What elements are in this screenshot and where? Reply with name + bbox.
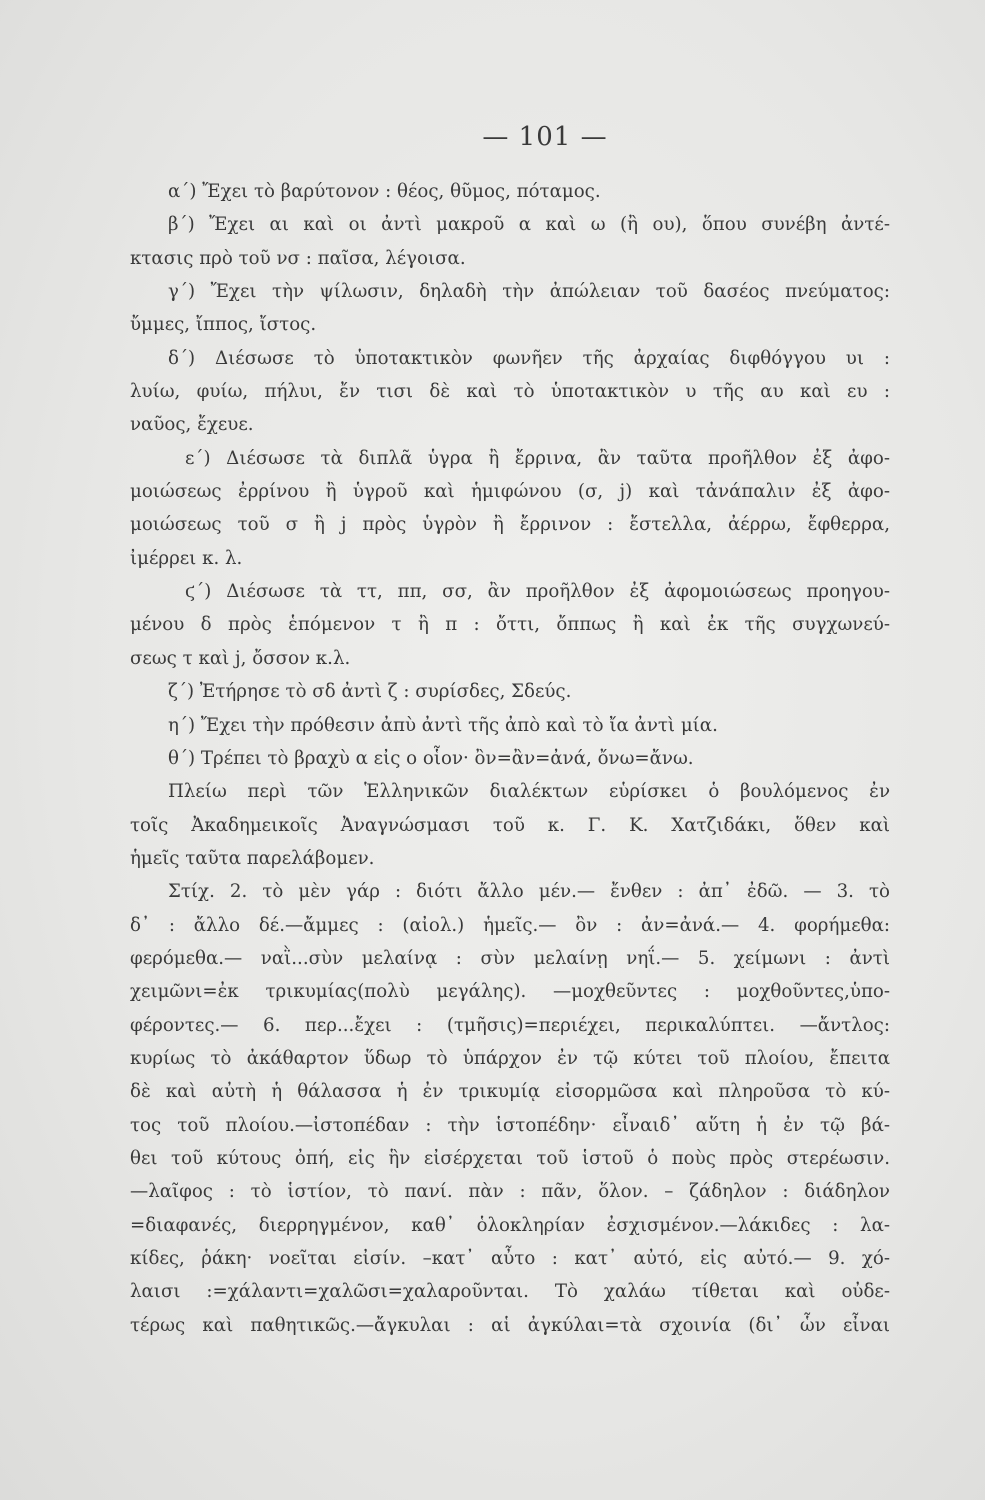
text-line: φερόμεθα.— ναῒ...σὺν μελαίνᾳ : σὺν μελαίνῃ νηΐ.— 5. χείμωνι : ἀντὶ bbox=[130, 947, 890, 969]
text-line: μένου δ πρὸς ἑπόμενον τ ἢ π : ὄττι, ὄππως ἢ καὶ ἐκ τῆς συγχωνεύ- bbox=[130, 614, 890, 636]
text-line: ὔμμες, ἴππος, ἴστος. bbox=[130, 314, 317, 336]
text-line: δὲ καὶ αὐτὴ ἡ θάλασσα ἡ ἐν τρικυμίᾳ εἰσορμῶσα καὶ πληροῦσα τὸ κύ- bbox=[130, 1081, 890, 1103]
text-line: β΄) Ἔχει αι καὶ οι ἀντὶ μακροῦ α καὶ ω (ἢ ου), ὅπου συνέβη ἀντέ- bbox=[168, 214, 890, 236]
text-line: μοιώσεως ἐρρίνου ἢ ὑγροῦ καὶ ἡμιφώνου (σ, j) καὶ τἀνάπαλιν ἐξ ἀφο- bbox=[130, 481, 890, 503]
text-line: ε΄) Διέσωσε τὰ διπλᾶ ὑγρα ἢ ἔρρινα, ἂν ταῦτα προῆλθον ἐξ ἀφο- bbox=[185, 447, 890, 469]
text-line: φέροντες.— 6. περ...ἔχει : (τμῆσις)=περιέχει, περικαλύπτει. —ἄντλος: bbox=[130, 1014, 890, 1036]
text-line: γ΄) Ἔχει τὴν ψίλωσιν, δηλαδὴ τὴν ἀπώλειαν τοῦ δασέος πνεύματος: bbox=[168, 281, 890, 303]
page-number: — 101 — bbox=[482, 122, 608, 152]
text-line: κίδες, ῥάκη· νοεῖται εἰσίν. –κατ᾽ αὖτο : κατ᾽ αὐτό, εἰς αὐτό.— 9. χό- bbox=[130, 1248, 890, 1269]
text-line: δ΄) Διέσωσε τὸ ὑποτακτικὸν φωνῆεν τῆς ἀρχαίας διφθόγγου υι : bbox=[168, 347, 890, 369]
text-line: λαισι :=χάλαντι=χαλῶσι=χαλαροῦνται. Τὸ χαλάω τίθεται καὶ οὐδε- bbox=[130, 1281, 890, 1303]
text-line: η΄) Ἔχει τὴν πρόθεσιν ἀπὺ ἀντὶ τῆς ἀπὸ καὶ τὸ ἴα ἀντὶ μία. bbox=[168, 714, 718, 736]
text-line: α΄) Ἔχει τὸ βαρύτονον : θέος, θῦμος, πόταμος. bbox=[168, 181, 601, 202]
text-line: τέρως καὶ παθητικῶς.—ἄγκυλαι : αἱ ἀγκύλαι=τὰ σχοινία (δι᾽ ὧν εἶναι bbox=[130, 1314, 890, 1336]
text-line: θει τοῦ κύτους ὀπή, εἰς ἣν εἰσέρχεται τοῦ ἱστοῦ ὁ ποὺς πρὸς στερέωσιν. bbox=[130, 1147, 890, 1169]
text-line: Πλείω περὶ τῶν Ἑλληνικῶν διαλέκτων εὑρίσκει ὁ βουλόμενος ἐν bbox=[168, 781, 890, 803]
text-line: δ᾽ : ἄλλο δέ.—ἄμμες : (αἰολ.) ἡμεῖς.— ὂν : ἀν=ἀνά.— 4. φορήμεθα: bbox=[130, 914, 890, 936]
text-line: =διαφανές, διερρηγμένον, καθ᾽ ὁλοκληρίαν ἐσχισμένον.—λάκιδες : λα- bbox=[130, 1214, 890, 1236]
text-line: χειμῶνι=ἐκ τρικυμίας(πολὺ μεγάλης). —μοχθεῦντες : μοχθοῦντες,ὑπο- bbox=[130, 981, 890, 1003]
text-line: κτασις πρὸ τοῦ νσ : παῖσα, λέγοισα. bbox=[130, 247, 466, 269]
text-line: σεως τ καὶ j, ὄσσον κ.λ. bbox=[130, 647, 351, 669]
text-line: ἰμέρρει κ. λ. bbox=[130, 547, 243, 569]
text-line: Στίχ. 2. τὸ μὲν γάρ : διότι ἄλλο μέν.— ἔνθεν : ἀπ᾽ ἐδῶ. — 3. τὸ bbox=[168, 881, 890, 903]
text-line: κυρίως τὸ ἀκάθαρτον ὕδωρ τὸ ὑπάρχον ἐν τῷ κύτει τοῦ πλοίου, ἔπειτα bbox=[130, 1047, 890, 1069]
text-line: τοῖς Ἀκαδημεικοῖς Ἀναγνώσμασι τοῦ κ. Γ. Κ. Χατζιδάκι, ὅθεν καὶ bbox=[130, 814, 890, 836]
text-line: ζ΄) Ἐτήρησε τὸ σδ ἀντὶ ζ : συρίσδες, Σδεύς. bbox=[168, 681, 572, 703]
text-line: ἡμεῖς ταῦτα παρελάβομεν. bbox=[130, 847, 375, 869]
text-line: —λαῖφος : τὸ ἱστίον, τὸ πανί. πὰν : πᾶν, ὅλον. – ζάδηλον : διάδηλον bbox=[130, 1181, 890, 1203]
text-line: θ΄) Τρέπει τὸ βραχὺ α εἰς ο οἷον· ὂν=ἂν=ἀνά, ὄνω=ἄνω. bbox=[168, 747, 694, 769]
text-line: ναῦος, ἔχευε. bbox=[130, 414, 254, 436]
body-text bbox=[130, 175, 890, 1342]
text-line: ϛ΄) Διέσωσε τὰ ττ, ππ, σσ, ἂν προῆλθον ἐξ ἀφομοιώσεως προηγου- bbox=[185, 581, 890, 603]
text-line: τος τοῦ πλοίου.—ἰστοπέδαν : τὴν ἱστοπέδην· εἶναιδ᾽ αὕτη ἡ ἐν τῷ βά- bbox=[130, 1114, 890, 1136]
text-line: μοιώσεως τοῦ σ ἢ j πρὸς ὑγρὸν ἢ ἔρρινον : ἔστελλα, ἀέρρω, ἔφθερρα, bbox=[130, 514, 890, 536]
text-line: λυίω, φυίω, πήλυι, ἔν τισι δὲ καὶ τὸ ὑποτακτικὸν υ τῆς αυ καὶ ευ : bbox=[130, 381, 890, 403]
